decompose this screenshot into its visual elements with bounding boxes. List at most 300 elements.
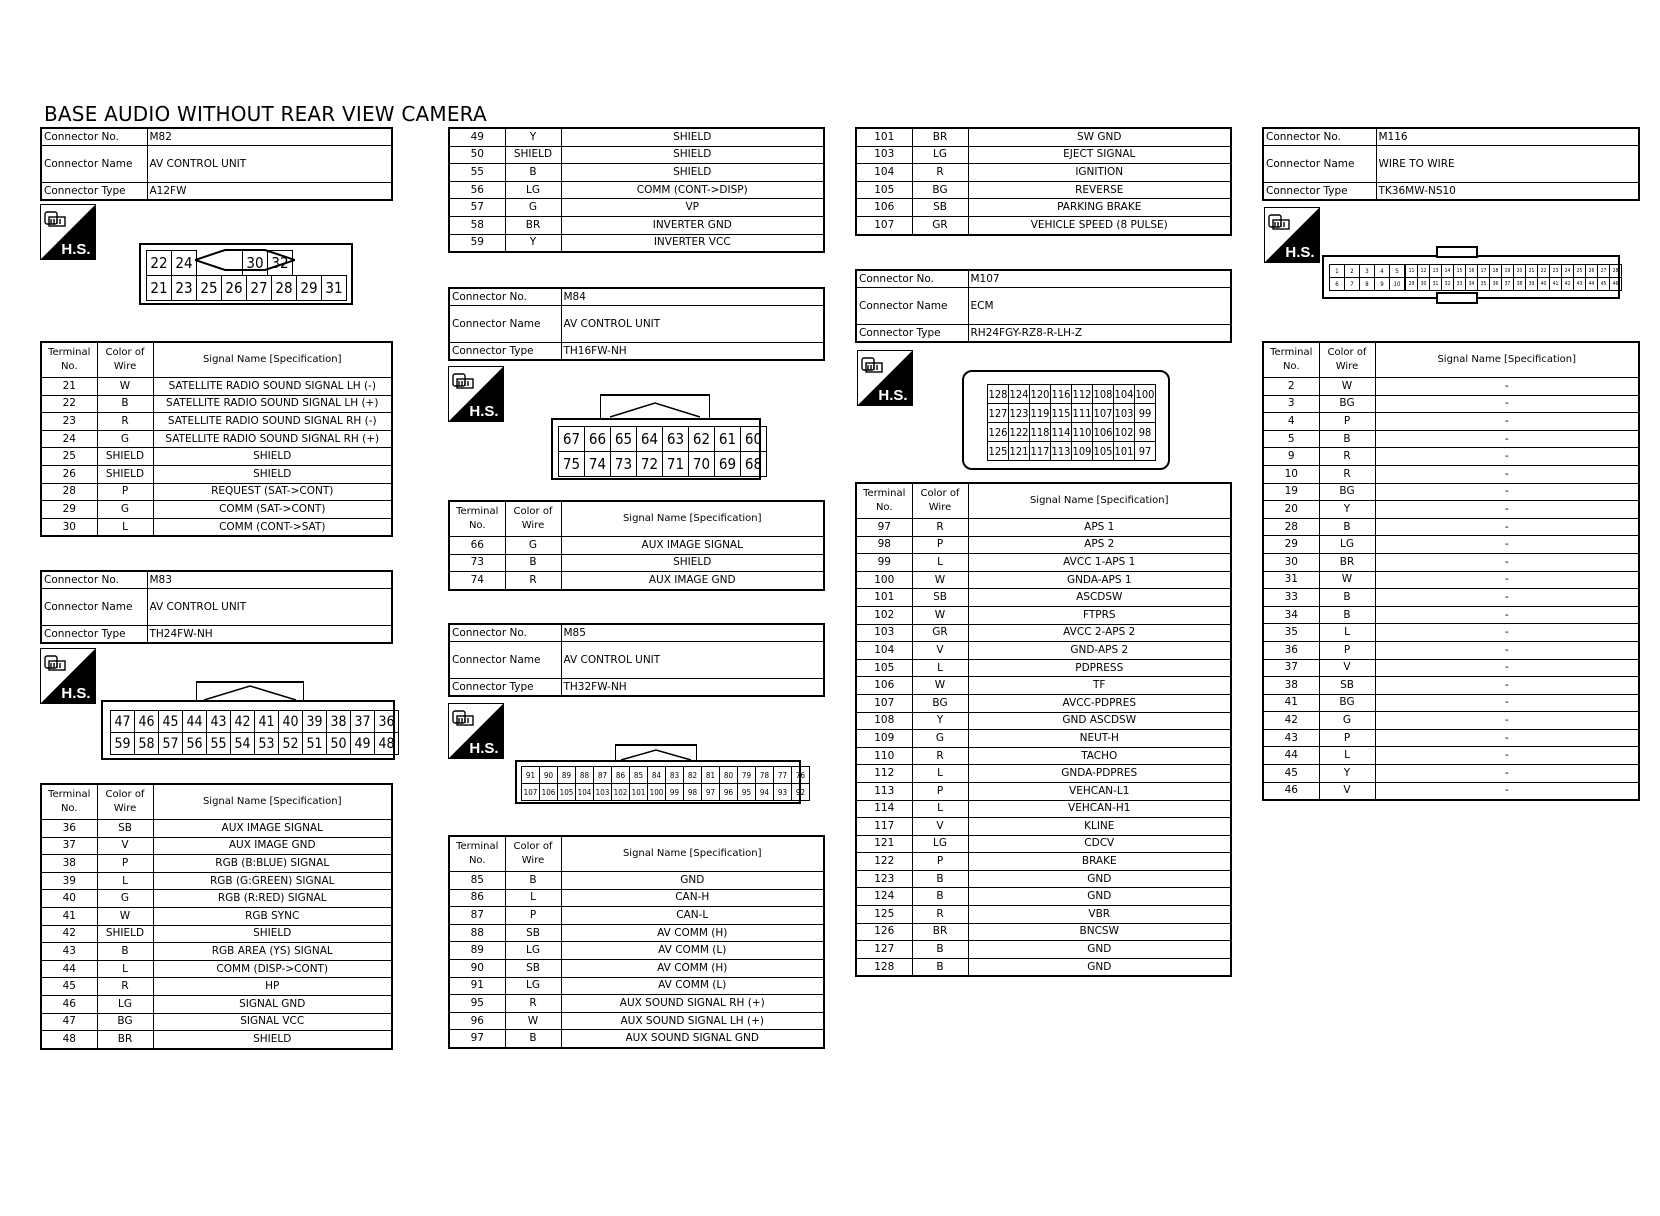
table-row: [856, 519, 1231, 537]
connector-pin: 47: [110, 710, 135, 733]
connector-pin: 75: [558, 451, 585, 477]
terminal-no: 57: [449, 199, 505, 217]
terminal-no: 87: [449, 907, 505, 925]
terminal-no: 23: [41, 413, 97, 431]
signal-name: RGB SYNC: [153, 907, 392, 925]
connector-pin: 56: [182, 732, 207, 755]
wire-color: W: [505, 1012, 561, 1030]
wire-color: LG: [97, 995, 153, 1013]
signal-name: SHIELD: [561, 146, 824, 164]
signal-name: SATELLITE RADIO SOUND SIGNAL LH (+): [153, 395, 392, 413]
connector-pin: 45: [1597, 277, 1610, 291]
wire-color: SHIELD: [505, 146, 561, 164]
signal-name: AUX IMAGE SIGNAL: [153, 820, 392, 838]
terminal-no: 98: [856, 536, 912, 554]
signal-name: AVCC 1-APS 1: [968, 554, 1231, 572]
connector-pin: 32: [1441, 277, 1454, 291]
terminal-no: 43: [1263, 729, 1319, 747]
svg-text:H.S.: H.S.: [61, 241, 91, 258]
connector-pin: 89: [557, 766, 576, 784]
terminal-no: 73: [449, 554, 505, 572]
signal-name: -: [1375, 518, 1639, 536]
wire-color: B: [505, 872, 561, 890]
connector-type: A12FW: [147, 183, 392, 201]
wire-color: BG: [1319, 395, 1375, 413]
table-row: [856, 571, 1231, 589]
hs-icon: [448, 366, 504, 422]
connector-pin: 122: [1008, 422, 1030, 442]
table-row: [449, 181, 824, 199]
table-row: [1263, 624, 1639, 642]
table-row: [1263, 430, 1639, 448]
connector-pin: 42: [230, 710, 255, 733]
connector-name: AV CONTROL UNIT: [147, 146, 392, 183]
table-row: [856, 589, 1231, 607]
terminal-table-m107: [855, 482, 1232, 977]
terminal-no-header: Terminal No.: [41, 342, 97, 378]
wire-color: P: [1319, 641, 1375, 659]
connector-pin: 49: [350, 732, 375, 755]
connector-pin: 103: [1113, 403, 1135, 423]
label-connector-no: Connector No.: [41, 571, 147, 589]
table-row: [856, 747, 1231, 765]
table-row: [856, 128, 1231, 146]
page-title: BASE AUDIO WITHOUT REAR VIEW CAMERA: [44, 102, 487, 126]
connector-no: M107: [968, 270, 1231, 288]
wire-color: G: [97, 430, 153, 448]
terminal-no: 39: [41, 872, 97, 890]
label-connector-no: Connector No.: [449, 624, 561, 642]
terminal-no: 89: [449, 942, 505, 960]
table-header-row: [449, 836, 824, 872]
terminal-no: 56: [449, 181, 505, 199]
connector-pins-m116-left: [1330, 264, 1405, 290]
signal-name: CAN-L: [561, 907, 824, 925]
wire-color: B: [505, 164, 561, 182]
connector-pin: 113: [1050, 441, 1072, 461]
signal-name: SIGNAL GND: [153, 995, 392, 1013]
wire-color: BR: [505, 216, 561, 234]
connector-pin: 54: [230, 732, 255, 755]
table-row: [41, 501, 392, 519]
connector-pin: 45: [158, 710, 183, 733]
table-row: [449, 942, 824, 960]
table-row: [41, 872, 392, 890]
terminal-no: 3: [1263, 395, 1319, 413]
table-row: [41, 518, 392, 536]
connector-name: AV CONTROL UNIT: [147, 589, 392, 626]
wire-color: SB: [97, 820, 153, 838]
signal-name: VEHICLE SPEED (8 PULSE): [968, 216, 1231, 234]
terminal-no: 46: [1263, 782, 1319, 800]
terminal-no: 105: [856, 659, 912, 677]
connector-pin: 46: [134, 710, 159, 733]
wire-color: SB: [505, 924, 561, 942]
svg-text:H.S.: H.S.: [61, 685, 91, 702]
terminal-table-m85: [448, 835, 825, 1049]
wire-color: BR: [912, 923, 968, 941]
terminal-table-m82: [40, 341, 393, 537]
signal-name: -: [1375, 729, 1639, 747]
connector-pin: 119: [1029, 403, 1051, 423]
wire-color: W: [1319, 378, 1375, 396]
connector-key-shape: [195, 249, 295, 271]
terminal-no: 58: [449, 216, 505, 234]
wire-color: L: [97, 960, 153, 978]
connector-info-m85: [448, 623, 825, 697]
color-of-wire-header: Color of Wire: [505, 501, 561, 537]
table-header-row: [1263, 342, 1639, 378]
terminal-no: 127: [856, 941, 912, 959]
table-row: [41, 837, 392, 855]
signal-name: AV COMM (H): [561, 959, 824, 977]
label-connector-no: Connector No.: [41, 128, 147, 146]
wire-color: LG: [505, 942, 561, 960]
table-row: [41, 925, 392, 943]
connector-pin: 66: [584, 426, 611, 452]
terminal-no: 45: [41, 978, 97, 996]
connector-info-m84: [448, 287, 825, 361]
table-row: [449, 1030, 824, 1048]
table-row: [856, 164, 1231, 182]
connector-pin: 34: [1465, 277, 1478, 291]
connector-pin: 36: [1489, 277, 1502, 291]
signal-name: GND: [968, 941, 1231, 959]
wire-color: R: [912, 164, 968, 182]
wire-color: W: [97, 907, 153, 925]
terminal-no: 106: [856, 677, 912, 695]
signal-name: -: [1375, 606, 1639, 624]
connector-pin: 94: [755, 783, 774, 801]
terminal-no: 30: [1263, 553, 1319, 571]
signal-name: APS 2: [968, 536, 1231, 554]
signal-name: EJECT SIGNAL: [968, 146, 1231, 164]
terminal-no: 49: [449, 128, 505, 146]
signal-name: RGB (R:RED) SIGNAL: [153, 890, 392, 908]
wire-color: Y: [1319, 501, 1375, 519]
signal-name: REQUEST (SAT->CONT): [153, 483, 392, 501]
connector-info-m107: [855, 269, 1232, 343]
svg-text:H.S.: H.S.: [469, 740, 499, 757]
terminal-no: 97: [856, 519, 912, 537]
signal-name: -: [1375, 413, 1639, 431]
terminal-no: 44: [1263, 747, 1319, 765]
connector-pin: 29: [1405, 277, 1418, 291]
color-of-wire-header: Color of Wire: [97, 784, 153, 820]
connector-name: ECM: [968, 288, 1231, 325]
color-of-wire-header: Color of Wire: [912, 483, 968, 519]
signal-name: SATELLITE RADIO SOUND SIGNAL LH (-): [153, 378, 392, 396]
connector-pin: 3: [1359, 264, 1375, 278]
connector-pin: 33: [1453, 277, 1466, 291]
signal-name: SHIELD: [561, 164, 824, 182]
wire-color: SB: [912, 199, 968, 217]
terminal-no: 101: [856, 589, 912, 607]
wire-color: SB: [1319, 677, 1375, 695]
label-connector-type: Connector Type: [856, 325, 968, 343]
connector-pins-m83: [111, 710, 399, 754]
connector-pin: 68: [740, 451, 767, 477]
table-row: [449, 554, 824, 572]
table-row: [856, 642, 1231, 660]
connector-pin: 65: [610, 426, 637, 452]
table-row: [41, 820, 392, 838]
connector-pin: 98: [1134, 422, 1156, 442]
connector-pin: 39: [302, 710, 327, 733]
wire-color: V: [1319, 659, 1375, 677]
connector-pin: 23: [1549, 264, 1562, 278]
connector-no: M116: [1376, 128, 1639, 146]
wire-color: V: [97, 837, 153, 855]
table-row: [1263, 448, 1639, 466]
table-row: [856, 818, 1231, 836]
signal-name: GND-APS 2: [968, 642, 1231, 660]
wire-color: R: [505, 995, 561, 1013]
terminal-no: 110: [856, 747, 912, 765]
connector-pin: 19: [1501, 264, 1514, 278]
signal-name: -: [1375, 641, 1639, 659]
signal-name: RGB AREA (YS) SIGNAL: [153, 943, 392, 961]
wire-color: V: [912, 642, 968, 660]
signal-name: BRAKE: [968, 853, 1231, 871]
wire-color: P: [505, 907, 561, 925]
connector-info-m83: [40, 570, 393, 644]
table-row: [449, 889, 824, 907]
wire-color: B: [505, 554, 561, 572]
terminal-no: 33: [1263, 589, 1319, 607]
wire-color: B: [1319, 589, 1375, 607]
connector-pin: 107: [1092, 403, 1114, 423]
connector-pin: 26: [221, 275, 247, 301]
signal-name: COMM (SAT->CONT): [153, 501, 392, 519]
connector-pin: 22: [1537, 264, 1550, 278]
terminal-no: 25: [41, 448, 97, 466]
connector-pin: 100: [1134, 384, 1156, 404]
signal-name: -: [1375, 378, 1639, 396]
connector-pin: 8: [1359, 277, 1375, 291]
wire-color: W: [97, 378, 153, 396]
terminal-no-header: Terminal No.: [856, 483, 912, 519]
connector-pin: 38: [326, 710, 351, 733]
connector-pin: 106: [1092, 422, 1114, 442]
wire-color: LG: [505, 181, 561, 199]
terminal-no: 74: [449, 572, 505, 590]
table-row: [41, 448, 392, 466]
table-row: [41, 413, 392, 431]
connector-pin: 64: [636, 426, 663, 452]
connector-pin: 41: [1549, 277, 1562, 291]
connector-pin: 18: [1489, 264, 1502, 278]
connector-pin: 62: [688, 426, 715, 452]
connector-pin: 97: [1134, 441, 1156, 461]
signal-name: SATELLITE RADIO SOUND SIGNAL RH (+): [153, 430, 392, 448]
connector-pin: 99: [665, 783, 684, 801]
wire-color: R: [97, 978, 153, 996]
signal-name: CDCV: [968, 835, 1231, 853]
wire-color: R: [505, 572, 561, 590]
table-row: [1263, 501, 1639, 519]
connector-pin: 118: [1029, 422, 1051, 442]
table-row: [856, 146, 1231, 164]
connector-pin: 101: [1113, 441, 1135, 461]
connector-pin: 93: [773, 783, 792, 801]
connector-pin: 63: [662, 426, 689, 452]
connector-pin: 114: [1050, 422, 1072, 442]
connector-pin: 14: [1441, 264, 1454, 278]
wire-color: R: [912, 519, 968, 537]
connector-no: M85: [561, 624, 824, 642]
connector-face-m107: [962, 370, 1170, 470]
connector-pin: 29: [296, 275, 322, 301]
terminal-no-header: Terminal No.: [41, 784, 97, 820]
connector-pin: 61: [714, 426, 741, 452]
terminal-no: 121: [856, 835, 912, 853]
connector-pin: 2: [1344, 264, 1360, 278]
connector-pin: 128: [987, 384, 1009, 404]
table-header-row: [41, 784, 392, 820]
connector-pin: 83: [665, 766, 684, 784]
terminal-no: 30: [41, 518, 97, 536]
wire-color: BG: [912, 694, 968, 712]
terminal-no: 112: [856, 765, 912, 783]
terminal-no: 35: [1263, 624, 1319, 642]
table-row: [856, 853, 1231, 871]
connector-pin: 55: [206, 732, 231, 755]
table-row: [856, 941, 1231, 959]
connector-pin: 80: [719, 766, 738, 784]
table-row: [41, 978, 392, 996]
terminal-no: 42: [41, 925, 97, 943]
wire-color: B: [912, 870, 968, 888]
table-row: [1263, 571, 1639, 589]
signal-name: SHIELD: [153, 1031, 392, 1049]
label-connector-type: Connector Type: [449, 343, 561, 361]
connector-pins-m84: [559, 426, 767, 476]
terminal-no: 107: [856, 216, 912, 234]
terminal-no: 29: [1263, 536, 1319, 554]
signal-name: AV COMM (L): [561, 977, 824, 995]
wire-color: B: [97, 395, 153, 413]
connector-pin: 116: [1050, 384, 1072, 404]
terminal-no: 29: [41, 501, 97, 519]
terminal-no: 28: [1263, 518, 1319, 536]
connector-pin: 125: [987, 441, 1009, 461]
terminal-no: 123: [856, 870, 912, 888]
table-row: [856, 606, 1231, 624]
wire-color: P: [97, 483, 153, 501]
wire-color: W: [1319, 571, 1375, 589]
connector-pins-m85: [522, 766, 810, 800]
table-row: [41, 1013, 392, 1031]
table-row: [1263, 729, 1639, 747]
wire-color: BG: [912, 181, 968, 199]
label-connector-type: Connector Type: [41, 183, 147, 201]
connector-pin: 87: [593, 766, 612, 784]
terminal-table-m83-continued: [448, 127, 825, 253]
wire-color: L: [97, 872, 153, 890]
wire-color: BR: [1319, 553, 1375, 571]
connector-pin: 126: [987, 422, 1009, 442]
wire-color: SHIELD: [97, 465, 153, 483]
table-row: [856, 199, 1231, 217]
table-row: [449, 234, 824, 252]
connector-lock-tabs: [1436, 246, 1478, 304]
terminal-no: 100: [856, 571, 912, 589]
terminal-no: 45: [1263, 765, 1319, 783]
connector-pin: 76: [791, 766, 810, 784]
connector-info-m116: [1262, 127, 1640, 201]
table-row: [856, 181, 1231, 199]
connector-pin: 78: [755, 766, 774, 784]
connector-pin: 37: [1501, 277, 1514, 291]
signal-name: -: [1375, 430, 1639, 448]
terminal-no: 21: [41, 378, 97, 396]
wire-color: G: [1319, 712, 1375, 730]
terminal-no: 91: [449, 977, 505, 995]
color-of-wire-header: Color of Wire: [505, 836, 561, 872]
signal-name: -: [1375, 659, 1639, 677]
label-connector-no: Connector No.: [449, 288, 561, 306]
terminal-no: 10: [1263, 465, 1319, 483]
terminal-no: 99: [856, 554, 912, 572]
connector-pin: 72: [636, 451, 663, 477]
table-row: [856, 923, 1231, 941]
wire-color: L: [912, 765, 968, 783]
connector-pin: 90: [539, 766, 558, 784]
connector-pin: 30: [242, 250, 268, 276]
signal-name: -: [1375, 536, 1639, 554]
connector-pin: 1: [1329, 264, 1345, 278]
connector-pin: 9: [1374, 277, 1390, 291]
wire-color: R: [1319, 448, 1375, 466]
connector-pin: 21: [1525, 264, 1538, 278]
connector-type: TK36MW-NS10: [1376, 183, 1639, 201]
signal-name: CAN-H: [561, 889, 824, 907]
connector-pin: 30: [1417, 277, 1430, 291]
signal-name: SW GND: [968, 128, 1231, 146]
signal-name-header: Signal Name [Specification]: [561, 501, 824, 537]
connector-pin: 35: [1477, 277, 1490, 291]
table-row: [856, 694, 1231, 712]
table-row: [1263, 659, 1639, 677]
signal-name: REVERSE: [968, 181, 1231, 199]
terminal-no: 107: [856, 694, 912, 712]
terminal-no: 42: [1263, 712, 1319, 730]
connector-pin: 13: [1429, 264, 1442, 278]
terminal-no: 101: [856, 128, 912, 146]
signal-name-header: Signal Name [Specification]: [153, 342, 392, 378]
signal-name: HP: [153, 978, 392, 996]
connector-pin: 127: [987, 403, 1009, 423]
hs-icon: [448, 703, 504, 759]
connector-pin: 74: [584, 451, 611, 477]
terminal-no: 40: [41, 890, 97, 908]
terminal-no: 106: [856, 199, 912, 217]
signal-name: -: [1375, 747, 1639, 765]
signal-name: AUX SOUND SIGNAL LH (+): [561, 1012, 824, 1030]
wire-color: L: [1319, 747, 1375, 765]
label-connector-no: Connector No.: [856, 270, 968, 288]
signal-name: AVCC-PDPRES: [968, 694, 1231, 712]
connector-face-m83: [101, 700, 395, 760]
terminal-no: 43: [41, 943, 97, 961]
wire-color: P: [1319, 729, 1375, 747]
table-row: [856, 730, 1231, 748]
terminal-no: 103: [856, 146, 912, 164]
connector-pin: 6: [1329, 277, 1345, 291]
table-row: [41, 907, 392, 925]
color-of-wire-header: Color of Wire: [97, 342, 153, 378]
